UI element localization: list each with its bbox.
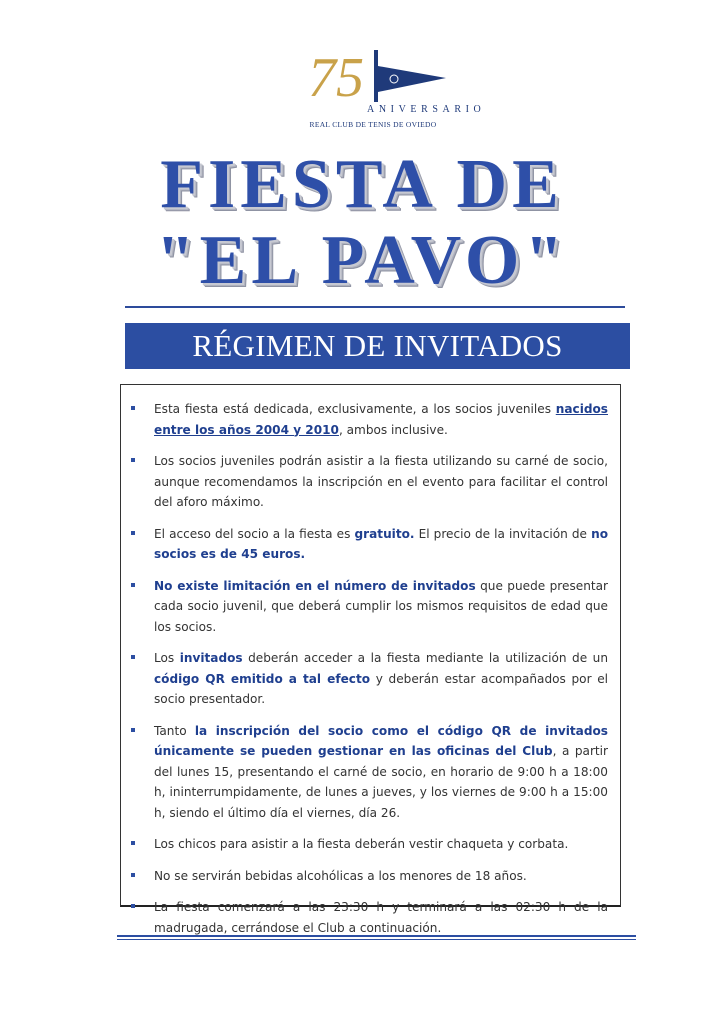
list-item: La fiesta comenzará a las 23:30 h y terminará a las 02:30 h de la madrugada, cerrándose el Club a continuación. <box>129 897 608 938</box>
rules-list <box>129 399 608 938</box>
club-name: REAL CLUB DE TENIS DE OVIEDO <box>309 120 437 129</box>
title-line-1: FIESTA DE <box>160 146 564 223</box>
top-divider <box>125 306 625 308</box>
title-line-2: "EL PAVO" <box>155 222 569 299</box>
bottom-divider <box>117 935 636 937</box>
svg-text:75: 75 <box>308 47 364 104</box>
list-item: Los socios juveniles podrán asistir a la fiesta utilizando su carné de socio, aunque recomendamos la inscripción en el evento para facilitar el control del aforo máximo. <box>129 451 608 513</box>
list-item: Los invitados deberán acceder a la fiesta mediante la utilización de un código QR emitido a tal efecto y deberán estar acompañados por el socio presentador. <box>129 648 608 710</box>
anniversary-logo <box>300 44 486 134</box>
list-item: No se servirán bebidas alcohólicas a los menores de 18 años. <box>129 866 608 887</box>
bullet-icon <box>131 904 135 908</box>
list-item: El acceso del socio a la fiesta es gratuito. El precio de la invitación de no socios es de 45 euros. <box>129 524 608 565</box>
rules-box <box>120 384 621 935</box>
section-banner: RÉGIMEN DE INVITADOS <box>125 323 630 369</box>
pennant-flag-icon <box>306 44 446 104</box>
bullet-icon <box>131 841 135 845</box>
bullet-icon <box>131 583 135 587</box>
bullet-icon <box>131 655 135 659</box>
list-item: Tanto la inscripción del socio como el código QR de invitados únicamente se pueden gestionar en las oficinas del Club, a partir del lunes 15, presentando el carné de socio, en horario de 9:00 h a 18:00 h, ininterrumpidamente, de lunes a jueves, y los viernes de 9:00 h a 15:00 h, siendo el último día el viernes, día 26. <box>129 721 608 824</box>
list-item: No existe limitación en el número de invitados que puede presentar cada socio juvenil, que deberá cumplir los mismos requisitos de edad que los socios. <box>129 576 608 638</box>
anniversary-label: ANIVERSARIO <box>367 104 486 115</box>
bullet-icon <box>131 531 135 535</box>
list-item: Los chicos para asistir a la fiesta deberán vestir chaqueta y corbata. <box>129 834 608 855</box>
bullet-icon <box>131 406 135 410</box>
bullet-icon <box>131 458 135 462</box>
list-item: Esta fiesta está dedicada, exclusivamente, a los socios juveniles nacidos entre los años 2004 y 2010, ambos inclusive. <box>129 399 608 440</box>
bullet-icon <box>131 728 135 732</box>
bottom-divider-thin <box>117 939 636 940</box>
bullet-icon <box>131 873 135 877</box>
